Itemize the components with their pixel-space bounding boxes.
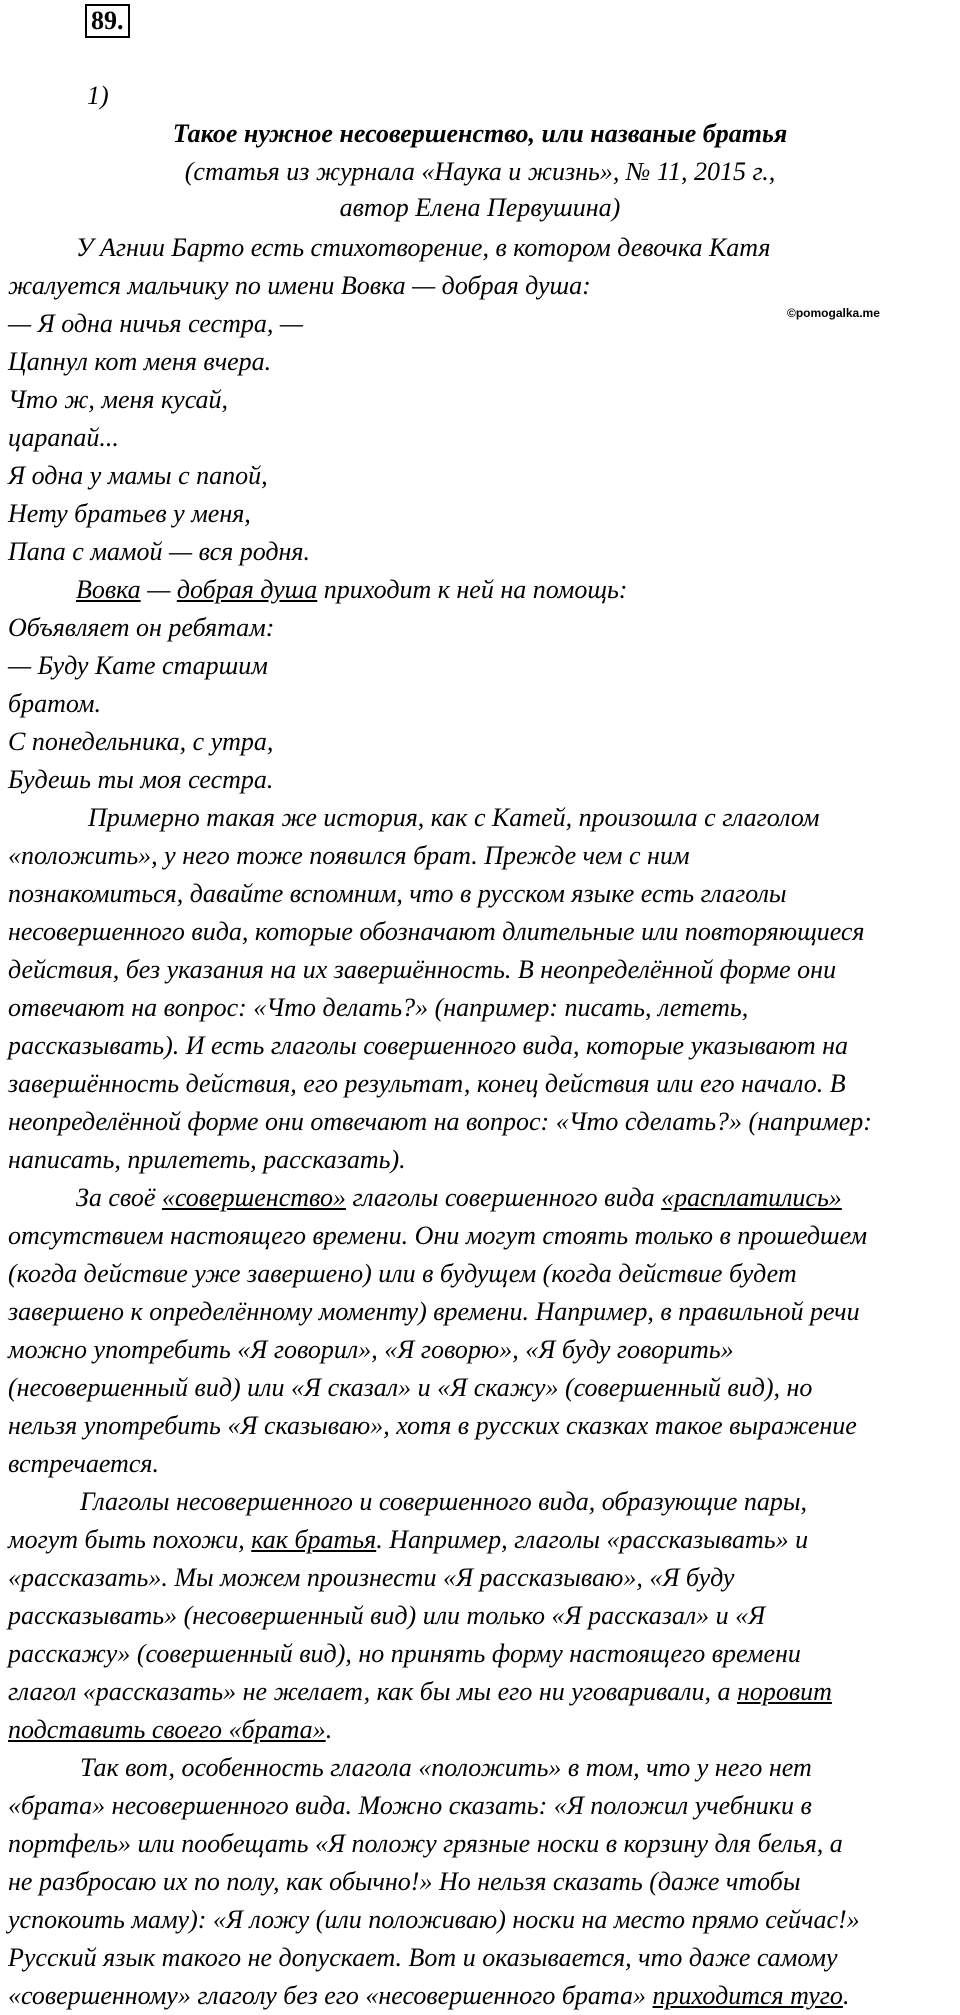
underlined-phrase: как братья [251, 1525, 377, 1554]
text-line [8, 1977, 958, 2015]
poem-line: С понедельника, с утра, [8, 727, 274, 756]
text-line: рассказывать). И есть глаголы совершенного вида, которые указывают на [8, 1031, 849, 1060]
underlined-phrase: норовит [736, 1677, 832, 1706]
text-line: действия, без указания на их завершённость. В неопределённой форме они [8, 955, 837, 984]
article-body [8, 229, 958, 2015]
text-line: Русский язык такого не допускает. Вот и оказывается, что даже самому [8, 1943, 838, 1972]
text-line: (когда действие уже завершено) или в будущем (когда действие будет [8, 1259, 797, 1288]
text-line: жалуется мальчику по имени Вовка — добрая душа: [8, 271, 591, 300]
poem-line: Цапнул кот меня вчера. [8, 347, 272, 376]
task-number: 89. [85, 4, 130, 38]
article-title: Такое нужное несовершенство, или названые братья [172, 119, 788, 148]
text-fragment: За своё [76, 1183, 162, 1212]
underlined-phrase: приходится туго [652, 1981, 843, 2010]
poem-line: Что ж, меня кусай, [8, 385, 229, 414]
text-line: встречается. [8, 1449, 159, 1478]
text-fragment: приходит к ней на помощь: [317, 575, 628, 604]
text-line: неопределённой форме они отвечают на вопрос: «Что сделать?» (например: [8, 1107, 872, 1136]
text-line: Примерно такая же история, как с Катей, произошла с глаголом [88, 803, 820, 832]
text-line: «брата» несовершенного вида. Можно сказать: «Я положил учебники в [8, 1791, 812, 1820]
text-fragment: . [325, 1715, 333, 1744]
underlined-phrase: подставить своего «брата» [8, 1715, 326, 1744]
text-fragment: глаголы совершенного вида [345, 1183, 662, 1212]
text-line: портфель» или пообещать «Я положу грязные носки в корзину для белья, а [8, 1829, 843, 1858]
text-line: отвечают на вопрос: «Что делать?» (например: писать, лететь, [8, 993, 749, 1022]
text-line: отсутствием настоящего времени. Они могут стоять только в прошедшем [8, 1221, 868, 1250]
text-fragment: глагол «рассказать» не желает, как бы мы его ни уговаривали, а [8, 1677, 737, 1706]
text-line [8, 1673, 958, 1711]
text-fragment: могут быть похожи, [8, 1525, 252, 1554]
subtitle-line: автор Елена Первушина) [339, 193, 621, 222]
article-subtitle [0, 154, 960, 226]
text-line: расскажу» (совершенный вид), но принять форму настоящего времени [8, 1639, 801, 1668]
poem-line: — Буду Кате старшим [8, 651, 268, 680]
text-line: не разбросаю их по полу, как обычно!» Но нельзя сказать (даже чтобы [8, 1867, 801, 1896]
text-line: нельзя употребить «Я сказываю», хотя в русских сказках такое выражение [8, 1411, 857, 1440]
text-line [8, 1521, 958, 1559]
text-line: рассказывать» (несовершенный вид) или только «Я рассказал» и «Я [8, 1601, 766, 1630]
text-line: несовершенного вида, которые обозначают длительные или повторяющиеся [8, 917, 865, 946]
underlined-phrase: Вовка [76, 575, 141, 604]
text-line: познакомиться, давайте вспомним, что в русском языке есть глаголы [8, 879, 787, 908]
poem-line: братом. [8, 689, 101, 718]
text-line: Глаголы несовершенного и совершенного вида, образующие пары, [80, 1487, 808, 1516]
poem-line: Объявляет он ребятам: [8, 613, 275, 642]
text-line: завершено к определённому моменту) времени. Например, в правильной речи [8, 1297, 860, 1326]
text-line: написать, прилететь, рассказать). [8, 1145, 406, 1174]
underlined-phrase: добрая душа [176, 575, 318, 604]
poem-line: Нету братьев у меня, [8, 499, 251, 528]
watermark: ©pomogalka.me [787, 306, 880, 320]
poem-line: Папа с мамой — вся родня. [8, 537, 310, 566]
text-line [8, 571, 958, 609]
text-line: (несовершенный вид) или «Я сказал» и «Я скажу» (совершенный вид), но [8, 1373, 813, 1402]
poem-line: Будешь ты моя сестра. [8, 765, 274, 794]
text-line: Так вот, особенность глагола «положить» в том, что у него нет [80, 1753, 812, 1782]
text-line: успокоить маму): «Я ложу (или положиваю) носки на место прямо сейчас!» [8, 1905, 860, 1934]
part-number: 1) [87, 81, 109, 110]
poem-line: — Я одна ничья сестра, — [8, 309, 303, 338]
text-line: «положить», у него тоже появился брат. Прежде чем с ним [8, 841, 690, 870]
text-fragment: — [140, 575, 177, 604]
text-line: завершённость действия, его результат, конец действия или его начало. В [8, 1069, 846, 1098]
text-line: «рассказать». Мы можем произнести «Я рассказываю», «Я буду [8, 1563, 735, 1592]
underlined-phrase: «расплатились» [661, 1183, 842, 1212]
text-fragment: . [842, 1981, 850, 2010]
text-fragment: . Например, глаголы «рассказывать» и [376, 1525, 809, 1554]
poem-line: Я одна у мамы с папой, [8, 461, 268, 490]
text-line: У Агнии Барто есть стихотворение, в котором девочка Катя [76, 233, 771, 262]
subtitle-line: (статья из журнала «Наука и жизнь», № 11, 2015 г., [184, 157, 776, 186]
poem-line: царапай... [8, 423, 119, 452]
text-line [8, 1711, 958, 1749]
text-line [8, 1179, 958, 1217]
text-line: можно употребить «Я говорил», «Я говорю», «Я буду говорить» [8, 1335, 734, 1364]
underlined-phrase: «совершенство» [161, 1183, 346, 1212]
text-fragment: «совершенному» глаголу без его «несовершенного брата» [8, 1981, 653, 2010]
